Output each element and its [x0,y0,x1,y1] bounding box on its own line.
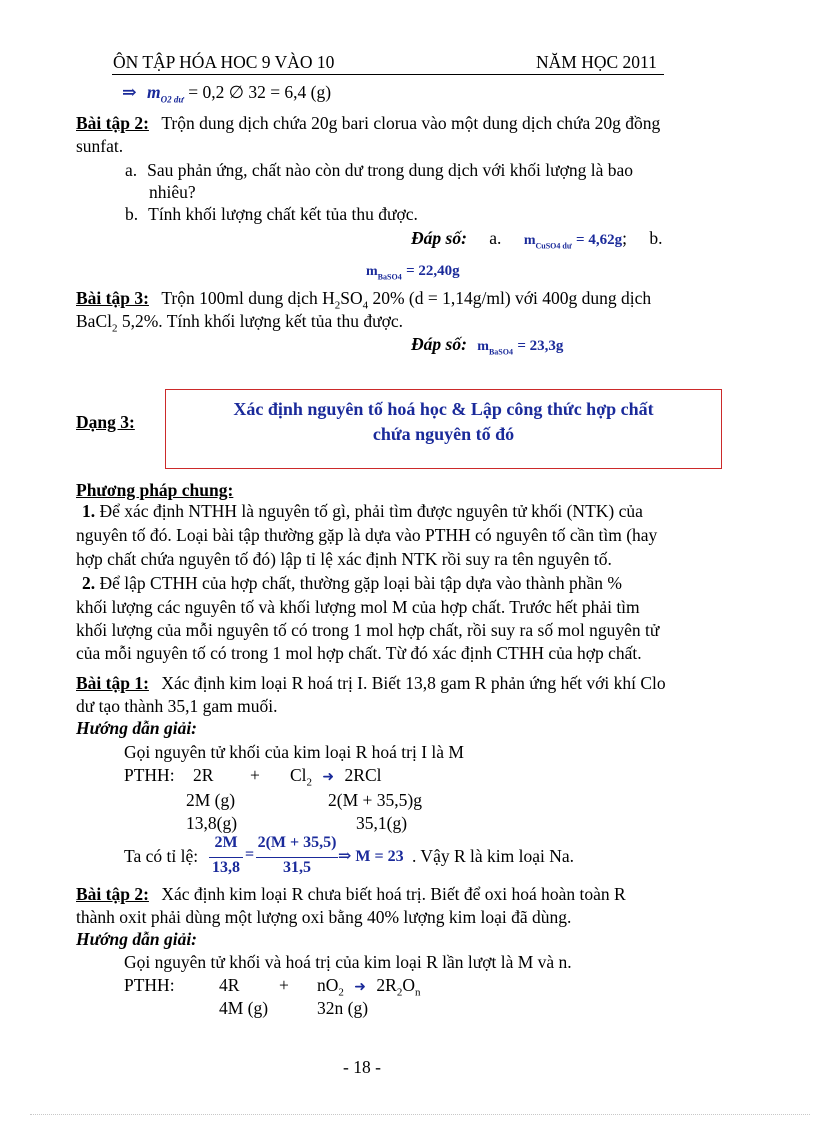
exercise-2b-label: Bài tập 2: [76,884,149,904]
fraction-1-numerator: 2M [214,834,238,851]
exercise-1-row2-a: 2M (g) [186,790,236,810]
exercise-1-plus: + [250,765,260,785]
exercise-2b-guide-heading: Hướng dẫn giải: [76,929,198,949]
exercise-1-row2-b: 2(M + 35,5)g [328,790,422,810]
exercise-1-pthh-label: PTHH: [124,765,175,785]
fraction-2-bar [256,857,338,858]
fraction-1-denominator: 13,8 [212,859,240,876]
top-formula: ⇒ $m_{O2 dư} = 0,2$ ∅ 32 = 6,4 (g) [122,82,332,105]
reaction-arrow-icon: ➜ [322,769,335,785]
fraction-2-denominator: 31,5 [283,859,311,876]
reaction-arrow-icon: ➜ [354,979,366,995]
method-p2-line2: khối lượng các nguyên tố và khối lượng mol M của hợp chất. Trước hết phải tìm [76,597,640,617]
exercise-1-guide-text: Gọi nguyên tử khối của kim loại R hoá trị I là M [124,742,464,762]
exercise-1-guide-heading: Hướng dẫn giải: [76,718,198,738]
page-number: - 18 - [343,1057,381,1077]
fraction-1-bar [209,857,243,858]
exercise-2-line2: sunfat. [76,136,124,156]
exercise-1-ratio-label: Ta có tỉ lệ: [124,846,199,866]
bottom-dotted-rule [30,1114,810,1115]
exercise-1-label: Bài tập 1: [76,673,149,693]
exercise-2b-line1: Bài tập 2: Xác định kim loại R chưa biết hoá trị. Biết để oxi hoá hoàn toàn R [76,884,626,904]
exercise-2b-plus: + [279,975,289,995]
exercise-2b-guide-text: Gọi nguyên tử khối và hoá trị của kim loại R lần lượt là M và n. [124,952,572,972]
method-p2-line1: 2. Để lập CTHH của hợp chất, thường gặp loại bài tập dựa vào thành phần % [82,573,622,593]
exercise-2-intro: Bài tập 2: Trộn dung dịch chứa 20g bari clorua vào một dung dịch chứa 20g đồng [76,113,661,133]
method-p2-line4: của mỗi nguyên tố có trong 1 mol hợp chất. Từ đó xác định CTHH của hợp chất. [76,643,642,663]
exercise-1-row3-b: 35,1(g) [356,813,408,833]
exercise-1-line2: dư tạo thành 35,1 gam muối. [76,696,278,716]
dang-3-title-line1: Xác định nguyên tố hoá học & Lập công thức hợp chất [233,399,654,419]
exercise-2-label: Bài tập 2: [76,113,149,133]
exercise-1-line1: Bài tập 1: Xác định kim loại R hoá trị I. Biết 13,8 gam R phản ứng hết với khí Clo [76,673,666,693]
mass-symbol: m [147,82,161,102]
exercise-1-reactant-cl: $Cl_2$ ➜ 2RCl [290,765,382,789]
exercise-2-answer-b: $m_{BaSO4} = 22,40g$ [366,263,460,282]
exercise-2b-pthh-label: PTHH: [124,975,175,995]
exercise-1-reactant-r: 2R [193,765,214,785]
exercise-1-row3-a: 13,8(g) [186,813,238,833]
method-p1-line1: 1. Để xác định NTHH là nguyên tố gì, phải tìm được nguyên tử khối (NTK) của [82,501,643,521]
dang-3-title-line2: chứa nguyên tố đó [372,424,515,444]
exercise-3-line1: Bài tập 3: Trộn 100ml dung dịch $H_2SO_4$ 20% (d = 1,14g/ml) với 400g dung dịch [76,288,652,312]
exercise-2-answer-row: Đáp số: a. $m_{CuSO4 dư} = 4,62g$; b. [411,228,663,251]
exercise-2-item-b: b. Tính khối lượng chất kết tủa thu được. [125,204,418,224]
method-heading: Phương pháp chung: [76,480,234,500]
exercise-2b-reactant-r: 4R [219,975,240,995]
exercise-3-label: Bài tập 3: [76,288,149,308]
exercise-2b-reactant-o: $nO_2$ ➜ $2R_2O_n$ [317,975,421,999]
header-rule [112,74,664,75]
exercise-1-conclusion: . Vậy R là kim loại Na. [412,846,575,866]
implies-symbol: ⇒ [122,82,137,102]
top-formula-rest: = 0,2 ∅ 32 = 6,4 (g) [188,82,332,102]
header-left: ÔN TẬP HÓA HOC 9 VÀO 10 [113,52,335,72]
fraction-result: ⇒ M = 23 [338,848,404,865]
exercise-3-answer: Đáp số: $m_{BaSO4} = 23,3g$ [411,334,564,357]
exercise-2b-row2-b: 32n (g) [317,998,369,1018]
dang-3-label: Dạng 3: [76,412,135,432]
exercise-3-line2: BaCl$_2$ 5,2%. Tính khối lượng kết tủa thu được. [76,311,404,335]
answer-label: Đáp số: [411,228,467,248]
header-right: NĂM HỌC 2011 [536,52,657,72]
exercise-2-item-a: a. Sau phản ứng, chất nào còn dư trong dung dịch với khối lượng là bao [125,160,633,180]
exercise-2b-row2-a: 4M (g) [219,998,269,1018]
method-p1-line2: nguyên tố đó. Loại bài tập thường gặp là dựa vào PTHH có nguyên tố cần tìm (hay [76,525,658,545]
fraction-2-numerator: 2(M + 35,5) [257,834,337,851]
exercise-2b-line2: thành oxit phải dùng một lượng oxi bằng 40% lượng kim loại đã dùng. [76,907,572,927]
exercise-2-item-a-cont: nhiêu? [149,182,196,202]
method-p1-line3: hợp chất chứa nguyên tố đó) lập tỉ lệ xác định NTK rồi suy ra tên nguyên tố. [76,549,612,569]
fraction-equals: = [245,846,255,863]
method-p2-line3: khối lượng của mỗi nguyên tố có trong 1 mol hợp chất, rồi suy ra số mol nguyên tử [76,620,660,640]
